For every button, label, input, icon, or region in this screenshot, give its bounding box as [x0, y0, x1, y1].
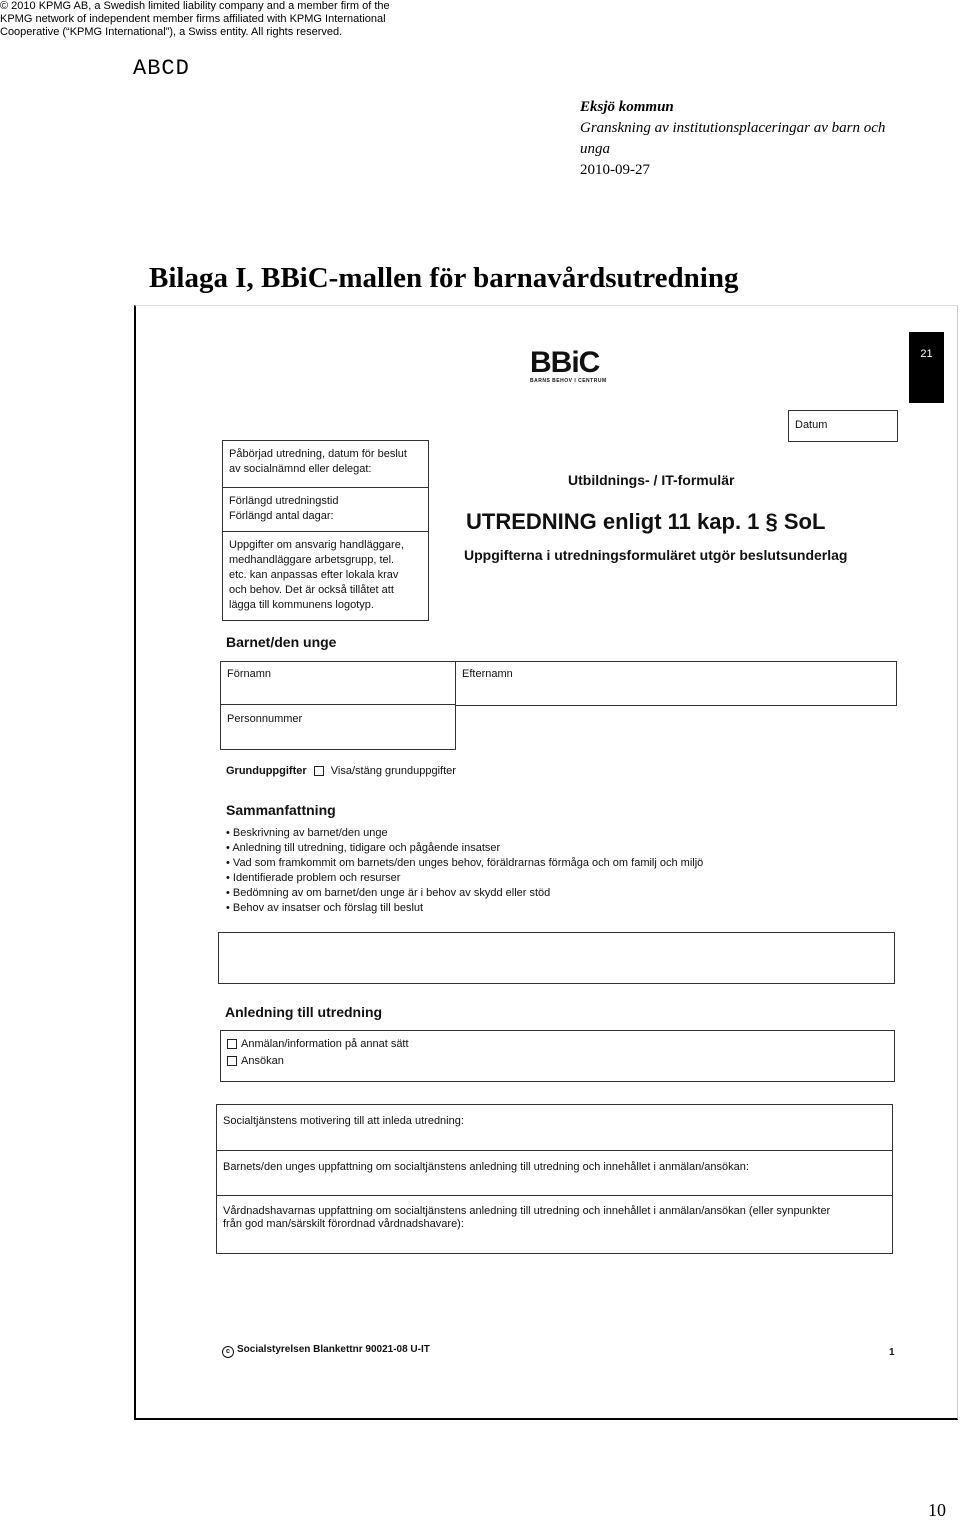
copyright-line: Cooperative (“KPMG International”), a Swiss entity. All rights reserved. [0, 26, 343, 38]
text-line: Förlängd utredningstid [229, 495, 339, 507]
form-type-label: Utbildnings- / IT-formulär [568, 472, 735, 488]
text-line: av socialnämnd eller delegat: [229, 463, 372, 475]
fornamn-label: Förnamn [227, 668, 272, 680]
anledning-option [227, 1036, 888, 1053]
row-label: Socialtjänstens motivering till att inleda utredning: [223, 1115, 464, 1127]
page-title: Bilaga I, BBiC-mallen för barnavårdsutredning [149, 262, 739, 294]
form-tab-marker: 21 [909, 332, 944, 403]
page-number: 10 [928, 1500, 946, 1520]
list-item: • Vad som framkommit om barnets/den unges behov, föräldrarnas förmåga och om familj och miljö [226, 856, 703, 871]
list-item: • Identifierade problem och resurser [226, 871, 703, 886]
efternamn-field [455, 661, 897, 706]
section-heading-barnet: Barnet/den unge [226, 634, 337, 650]
grunduppgifter-checkbox [314, 766, 324, 776]
guardian-view-row [217, 1196, 892, 1252]
motivation-box [216, 1104, 893, 1254]
bbic-logo [530, 348, 607, 384]
anledning-options-box [220, 1030, 895, 1082]
bbic-logo-text: BBiC [530, 346, 600, 379]
text-line: etc. kan anpassas efter lokala krav [229, 569, 399, 581]
brand-logo: ABCD [133, 56, 190, 81]
start-date-section [223, 441, 428, 488]
grunduppgifter-toggle-label: Visa/stäng grunduppgifter [330, 765, 456, 777]
summary-bullet-list [226, 826, 703, 916]
header-org: Eksjö kommun [580, 99, 674, 115]
copyright-line: KPMG network of independent member firms affiliated with KPMG International [0, 13, 386, 25]
copyright-line: © 2010 KPMG AB, a Swedish limited liability company and a member firm of the [0, 0, 390, 12]
datum-label: Datum [795, 419, 828, 431]
header-subject-line: Granskning av institutionsplaceringar av barn och [580, 120, 886, 136]
motivation-row [217, 1105, 892, 1151]
row-label: från god man/särskilt förordnad vårdnadshavare): [223, 1218, 464, 1230]
list-item: • Anledning till utredning, tidigare och pågående insatser [226, 841, 703, 856]
form-footer [222, 1344, 430, 1358]
bbic-logo-subtext: BARNS BEHOV I CENTRUM [530, 378, 607, 384]
fornamn-field [220, 661, 456, 706]
section-heading-anledning: Anledning till utredning [225, 1004, 383, 1020]
document-header [580, 97, 940, 181]
personnummer-label: Personnummer [227, 713, 303, 725]
copyright-icon: c [222, 1346, 234, 1358]
personnummer-field [220, 704, 456, 750]
checkbox [227, 1056, 237, 1066]
list-item: • Beskrivning av barnet/den unge [226, 826, 703, 841]
text-line: Påbörjad utredning, datum för beslut [229, 448, 407, 460]
extension-section [223, 488, 428, 532]
anledning-option [227, 1053, 888, 1070]
datum-field [788, 410, 898, 442]
option-label: Anmälan/information på annat sätt [241, 1038, 409, 1050]
section-heading-sammanfattning: Sammanfattning [226, 802, 336, 818]
grunduppgifter-row [226, 765, 456, 777]
form-number: Socialstyrelsen Blankettnr 90021-08 U-IT [237, 1344, 430, 1355]
text-line: Uppgifter om ansvarig handläggare, [229, 539, 404, 551]
grunduppgifter-label: Grunduppgifter [226, 765, 307, 777]
form-subtitle: Uppgifterna i utredningsformuläret utgör beslutsunderlag [464, 547, 848, 563]
copyright-notice [0, 0, 430, 39]
header-subject-line: unga [580, 141, 610, 157]
text-line: och behov. Det är också tillåtet att [229, 584, 394, 596]
header-date: 2010-09-27 [580, 162, 650, 178]
list-item: • Behov av insatser och förslag till beslut [226, 901, 703, 916]
form-title: UTREDNING enligt 11 kap. 1 § SoL [466, 509, 826, 534]
handler-info-section [223, 532, 428, 619]
row-label: Vårdnadshavarnas uppfattning om socialtjänstens anledning till utredning och innehållet i anmälan/ansökan (eller synpunkter [223, 1205, 831, 1217]
checkbox [227, 1039, 237, 1049]
row-label: Barnets/den unges uppfattning om socialtjänstens anledning till utredning och innehållet i anmälan/ansökan: [223, 1161, 749, 1173]
text-line: Förlängd antal dagar: [229, 510, 334, 522]
efternamn-label: Efternamn [462, 668, 513, 680]
text-line: lägga till kommunens logotyp. [229, 599, 374, 611]
option-label: Ansökan [241, 1055, 284, 1067]
child-view-row [217, 1151, 892, 1196]
list-item: • Bedömning av om barnet/den unge är i behov av skydd eller stöd [226, 886, 703, 901]
case-info-box [222, 440, 429, 621]
form-page-number: 1 [889, 1347, 895, 1358]
summary-text-field [218, 932, 895, 984]
text-line: medhandläggare arbetsgrupp, tel. [229, 554, 395, 566]
